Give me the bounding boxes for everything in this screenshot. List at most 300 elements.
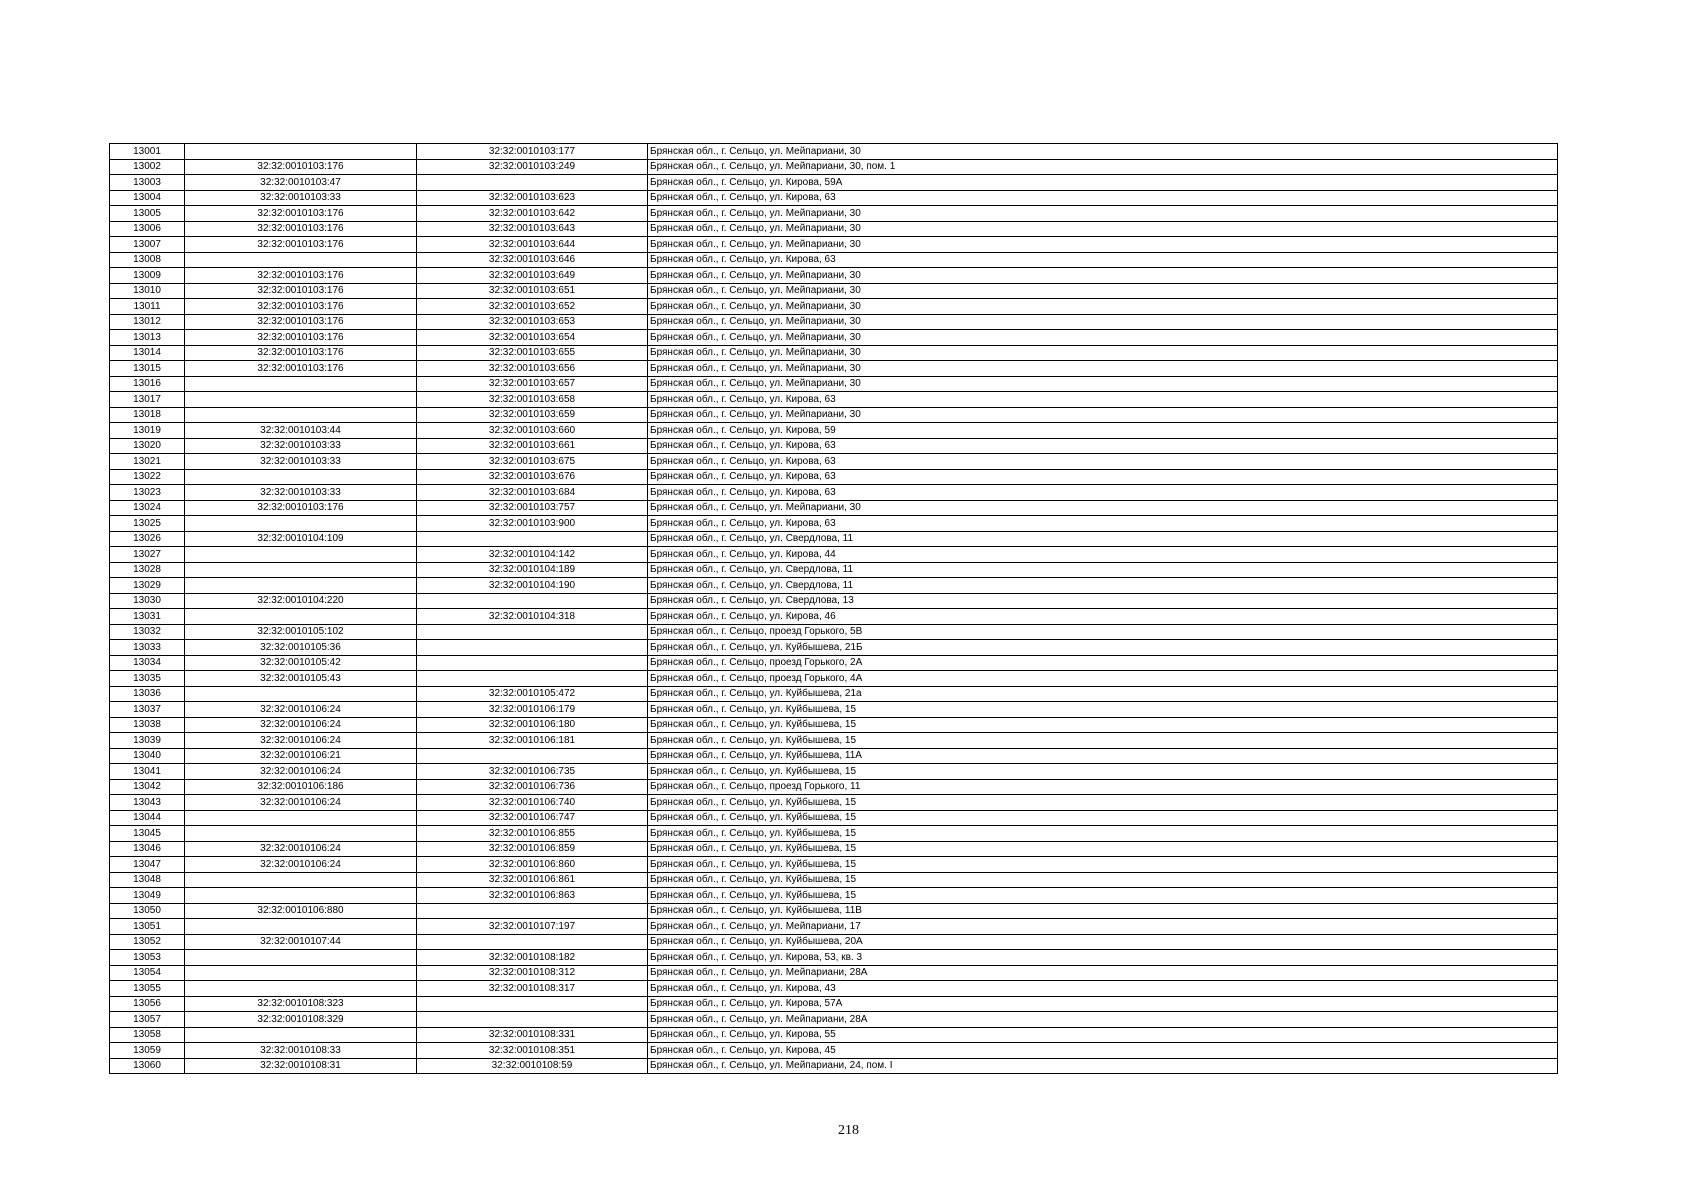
row-number-cell: 13046 (110, 841, 185, 857)
address-cell: Брянская обл., г. Сельцо, ул. Мейпариани, 30 (648, 221, 1558, 237)
parcel-cadastral-number-cell: 32:32:0010103:176 (185, 221, 417, 237)
object-cadastral-number-cell (417, 1012, 648, 1028)
table-row (110, 454, 1558, 470)
object-cadastral-number-cell: 32:32:0010104:318 (417, 609, 648, 625)
row-number-cell: 13036 (110, 686, 185, 702)
table-row (110, 981, 1558, 997)
address-cell: Брянская обл., г. Сельцо, ул. Куйбышева, 15 (648, 764, 1558, 780)
parcel-cadastral-number-cell: 32:32:0010104:220 (185, 593, 417, 609)
parcel-cadastral-number-cell: 32:32:0010105:36 (185, 640, 417, 656)
row-number-cell: 13007 (110, 237, 185, 253)
object-cadastral-number-cell: 32:32:0010103:656 (417, 361, 648, 377)
table-row (110, 221, 1558, 237)
object-cadastral-number-cell: 32:32:0010106:859 (417, 841, 648, 857)
object-cadastral-number-cell (417, 655, 648, 671)
object-cadastral-number-cell: 32:32:0010103:684 (417, 485, 648, 501)
address-cell: Брянская обл., г. Сельцо, ул. Мейпариани, 30 (648, 314, 1558, 330)
parcel-cadastral-number-cell (185, 516, 417, 532)
row-number-cell: 13025 (110, 516, 185, 532)
table-row (110, 671, 1558, 687)
table-row (110, 237, 1558, 253)
table-row (110, 717, 1558, 733)
object-cadastral-number-cell (417, 531, 648, 547)
parcel-cadastral-number-cell (185, 686, 417, 702)
row-number-cell: 13051 (110, 919, 185, 935)
row-number-cell: 13034 (110, 655, 185, 671)
table-row (110, 361, 1558, 377)
row-number-cell: 13039 (110, 733, 185, 749)
table-row (110, 919, 1558, 935)
parcel-cadastral-number-cell: 32:32:0010106:24 (185, 795, 417, 811)
object-cadastral-number-cell: 32:32:0010104:189 (417, 562, 648, 578)
parcel-cadastral-number-cell: 32:32:0010103:33 (185, 438, 417, 454)
parcel-cadastral-number-cell: 32:32:0010104:109 (185, 531, 417, 547)
row-number-cell: 13060 (110, 1058, 185, 1074)
row-number-cell: 13016 (110, 376, 185, 392)
table-row (110, 593, 1558, 609)
row-number-cell: 13005 (110, 206, 185, 222)
address-cell: Брянская обл., г. Сельцо, ул. Кирова, 63 (648, 392, 1558, 408)
table-row (110, 655, 1558, 671)
table-row (110, 175, 1558, 191)
parcel-cadastral-number-cell: 32:32:0010106:24 (185, 764, 417, 780)
table-row (110, 1043, 1558, 1059)
parcel-cadastral-number-cell (185, 376, 417, 392)
parcel-cadastral-number-cell (185, 578, 417, 594)
object-cadastral-number-cell: 32:32:0010108:182 (417, 950, 648, 966)
address-cell: Брянская обл., г. Сельцо, проезд Горького, 4А (648, 671, 1558, 687)
row-number-cell: 13054 (110, 965, 185, 981)
parcel-cadastral-number-cell: 32:32:0010103:33 (185, 454, 417, 470)
object-cadastral-number-cell: 32:32:0010103:654 (417, 330, 648, 346)
parcel-cadastral-number-cell (185, 144, 417, 160)
table-row (110, 283, 1558, 299)
row-number-cell: 13019 (110, 423, 185, 439)
parcel-cadastral-number-cell (185, 826, 417, 842)
parcel-cadastral-number-cell: 32:32:0010108:31 (185, 1058, 417, 1074)
parcel-cadastral-number-cell: 32:32:0010108:323 (185, 996, 417, 1012)
parcel-cadastral-number-cell (185, 609, 417, 625)
row-number-cell: 13026 (110, 531, 185, 547)
parcel-cadastral-number-cell: 32:32:0010106:24 (185, 841, 417, 857)
table-row (110, 299, 1558, 315)
row-number-cell: 13017 (110, 392, 185, 408)
row-number-cell: 13002 (110, 159, 185, 175)
row-number-cell: 13024 (110, 500, 185, 516)
parcel-cadastral-number-cell: 32:32:0010103:176 (185, 345, 417, 361)
address-cell: Брянская обл., г. Сельцо, ул. Свердлова, 11 (648, 531, 1558, 547)
object-cadastral-number-cell: 32:32:0010104:190 (417, 578, 648, 594)
object-cadastral-number-cell: 32:32:0010103:652 (417, 299, 648, 315)
address-cell: Брянская обл., г. Сельцо, ул. Кирова, 63 (648, 516, 1558, 532)
row-number-cell: 13003 (110, 175, 185, 191)
object-cadastral-number-cell: 32:32:0010103:675 (417, 454, 648, 470)
table-row (110, 1012, 1558, 1028)
row-number-cell: 13056 (110, 996, 185, 1012)
parcel-cadastral-number-cell: 32:32:0010103:176 (185, 330, 417, 346)
table-row (110, 934, 1558, 950)
object-cadastral-number-cell: 32:32:0010106:861 (417, 872, 648, 888)
address-cell: Брянская обл., г. Сельцо, ул. Мейпариани, 30 (648, 407, 1558, 423)
object-cadastral-number-cell (417, 624, 648, 640)
address-cell: Брянская обл., г. Сельцо, ул. Кирова, 43 (648, 981, 1558, 997)
row-number-cell: 13032 (110, 624, 185, 640)
parcel-cadastral-number-cell: 32:32:0010103:47 (185, 175, 417, 191)
row-number-cell: 13009 (110, 268, 185, 284)
address-cell: Брянская обл., г. Сельцо, ул. Мейпариани, 30 (648, 299, 1558, 315)
parcel-cadastral-number-cell (185, 872, 417, 888)
object-cadastral-number-cell: 32:32:0010106:747 (417, 810, 648, 826)
parcel-cadastral-number-cell: 32:32:0010106:21 (185, 748, 417, 764)
object-cadastral-number-cell: 32:32:0010106:860 (417, 857, 648, 873)
object-cadastral-number-cell: 32:32:0010106:740 (417, 795, 648, 811)
row-number-cell: 13020 (110, 438, 185, 454)
parcel-cadastral-number-cell (185, 407, 417, 423)
row-number-cell: 13050 (110, 903, 185, 919)
object-cadastral-number-cell: 32:32:0010103:660 (417, 423, 648, 439)
table-row (110, 578, 1558, 594)
parcel-cadastral-number-cell (185, 888, 417, 904)
row-number-cell: 13041 (110, 764, 185, 780)
object-cadastral-number-cell: 32:32:0010103:659 (417, 407, 648, 423)
address-cell: Брянская обл., г. Сельцо, ул. Куйбышева, 15 (648, 826, 1558, 842)
row-number-cell: 13057 (110, 1012, 185, 1028)
row-number-cell: 13055 (110, 981, 185, 997)
parcel-cadastral-number-cell: 32:32:0010108:329 (185, 1012, 417, 1028)
row-number-cell: 13053 (110, 950, 185, 966)
address-cell: Брянская обл., г. Сельцо, ул. Куйбышева, 15 (648, 810, 1558, 826)
table-row (110, 376, 1558, 392)
address-cell: Брянская обл., г. Сельцо, проезд Горького, 5В (648, 624, 1558, 640)
object-cadastral-number-cell: 32:32:0010103:649 (417, 268, 648, 284)
parcel-cadastral-number-cell: 32:32:0010103:176 (185, 237, 417, 253)
address-cell: Брянская обл., г. Сельцо, ул. Куйбышева, 20А (648, 934, 1558, 950)
address-cell: Брянская обл., г. Сельцо, ул. Куйбышева, 11В (648, 903, 1558, 919)
address-cell: Брянская обл., г. Сельцо, ул. Мейпариани, 30 (648, 345, 1558, 361)
row-number-cell: 13030 (110, 593, 185, 609)
table-row (110, 1027, 1558, 1043)
table-row (110, 407, 1558, 423)
table-row (110, 810, 1558, 826)
table-row (110, 609, 1558, 625)
address-cell: Брянская обл., г. Сельцо, проезд Горького, 11 (648, 779, 1558, 795)
address-cell: Брянская обл., г. Сельцо, ул. Мейпариани, 30 (648, 376, 1558, 392)
table-row (110, 841, 1558, 857)
address-cell: Брянская обл., г. Сельцо, ул. Мейпариани, 30 (648, 283, 1558, 299)
table-row (110, 314, 1558, 330)
address-cell: Брянская обл., г. Сельцо, ул. Кирова, 63 (648, 469, 1558, 485)
address-cell: Брянская обл., г. Сельцо, ул. Кирова, 63 (648, 454, 1558, 470)
table-row (110, 500, 1558, 516)
object-cadastral-number-cell: 32:32:0010106:736 (417, 779, 648, 795)
table-row (110, 857, 1558, 873)
object-cadastral-number-cell: 32:32:0010106:180 (417, 717, 648, 733)
address-cell: Брянская обл., г. Сельцо, ул. Мейпариани, 30 (648, 330, 1558, 346)
parcel-cadastral-number-cell (185, 810, 417, 826)
property-table (109, 143, 1558, 1074)
parcel-cadastral-number-cell (185, 919, 417, 935)
address-cell: Брянская обл., г. Сельцо, ул. Куйбышева, 15 (648, 795, 1558, 811)
address-cell: Брянская обл., г. Сельцо, ул. Мейпариани, 17 (648, 919, 1558, 935)
table-row (110, 485, 1558, 501)
object-cadastral-number-cell (417, 903, 648, 919)
row-number-cell: 13013 (110, 330, 185, 346)
parcel-cadastral-number-cell: 32:32:0010103:176 (185, 500, 417, 516)
object-cadastral-number-cell: 32:32:0010108:331 (417, 1027, 648, 1043)
address-cell: Брянская обл., г. Сельцо, ул. Кирова, 59А (648, 175, 1558, 191)
parcel-cadastral-number-cell: 32:32:0010103:176 (185, 159, 417, 175)
object-cadastral-number-cell: 32:32:0010103:657 (417, 376, 648, 392)
row-number-cell: 13033 (110, 640, 185, 656)
address-cell: Брянская обл., г. Сельцо, ул. Куйбышева, 15 (648, 733, 1558, 749)
table-row (110, 268, 1558, 284)
row-number-cell: 13058 (110, 1027, 185, 1043)
parcel-cadastral-number-cell: 32:32:0010103:176 (185, 283, 417, 299)
object-cadastral-number-cell: 32:32:0010103:653 (417, 314, 648, 330)
address-cell: Брянская обл., г. Сельцо, ул. Свердлова, 13 (648, 593, 1558, 609)
table-row (110, 144, 1558, 160)
parcel-cadastral-number-cell: 32:32:0010106:186 (185, 779, 417, 795)
row-number-cell: 13043 (110, 795, 185, 811)
row-number-cell: 13008 (110, 252, 185, 268)
address-cell: Брянская обл., г. Сельцо, ул. Свердлова, 11 (648, 578, 1558, 594)
row-number-cell: 13015 (110, 361, 185, 377)
object-cadastral-number-cell: 32:32:0010108:312 (417, 965, 648, 981)
parcel-cadastral-number-cell (185, 469, 417, 485)
object-cadastral-number-cell: 32:32:0010103:177 (417, 144, 648, 160)
parcel-cadastral-number-cell (185, 392, 417, 408)
table-row (110, 190, 1558, 206)
parcel-cadastral-number-cell: 32:32:0010103:176 (185, 314, 417, 330)
table-row (110, 252, 1558, 268)
table-row (110, 469, 1558, 485)
row-number-cell: 13040 (110, 748, 185, 764)
address-cell: Брянская обл., г. Сельцо, ул. Мейпариани, 24, пом. I (648, 1058, 1558, 1074)
address-cell: Брянская обл., г. Сельцо, ул. Кирова, 63 (648, 252, 1558, 268)
object-cadastral-number-cell: 32:32:0010106:855 (417, 826, 648, 842)
address-cell: Брянская обл., г. Сельцо, ул. Кирова, 57А (648, 996, 1558, 1012)
parcel-cadastral-number-cell (185, 547, 417, 563)
row-number-cell: 13047 (110, 857, 185, 873)
object-cadastral-number-cell (417, 175, 648, 191)
object-cadastral-number-cell (417, 593, 648, 609)
row-number-cell: 13049 (110, 888, 185, 904)
object-cadastral-number-cell: 32:32:0010108:351 (417, 1043, 648, 1059)
row-number-cell: 13010 (110, 283, 185, 299)
object-cadastral-number-cell: 32:32:0010107:197 (417, 919, 648, 935)
parcel-cadastral-number-cell (185, 950, 417, 966)
address-cell: Брянская обл., г. Сельцо, ул. Куйбышева, 15 (648, 717, 1558, 733)
object-cadastral-number-cell: 32:32:0010108:317 (417, 981, 648, 997)
address-cell: Брянская обл., г. Сельцо, ул. Мейпариани, 30 (648, 500, 1558, 516)
address-cell: Брянская обл., г. Сельцо, ул. Кирова, 46 (648, 609, 1558, 625)
address-cell: Брянская обл., г. Сельцо, ул. Мейпариани, 30 (648, 361, 1558, 377)
table-row (110, 516, 1558, 532)
address-cell: Брянская обл., г. Сельцо, ул. Куйбышева, 15 (648, 841, 1558, 857)
address-cell: Брянская обл., г. Сельцо, ул. Куйбышева, 15 (648, 857, 1558, 873)
object-cadastral-number-cell: 32:32:0010106:735 (417, 764, 648, 780)
object-cadastral-number-cell: 32:32:0010103:249 (417, 159, 648, 175)
table-row (110, 547, 1558, 563)
table-row (110, 872, 1558, 888)
object-cadastral-number-cell: 32:32:0010103:658 (417, 392, 648, 408)
parcel-cadastral-number-cell (185, 252, 417, 268)
parcel-cadastral-number-cell (185, 981, 417, 997)
object-cadastral-number-cell: 32:32:0010103:646 (417, 252, 648, 268)
page-number: 218 (838, 1123, 859, 1138)
address-cell: Брянская обл., г. Сельцо, ул. Мейпариани, 30 (648, 237, 1558, 253)
row-number-cell: 13022 (110, 469, 185, 485)
row-number-cell: 13029 (110, 578, 185, 594)
parcel-cadastral-number-cell: 32:32:0010103:33 (185, 485, 417, 501)
address-cell: Брянская обл., г. Сельцо, ул. Кирова, 63 (648, 438, 1558, 454)
parcel-cadastral-number-cell: 32:32:0010106:880 (185, 903, 417, 919)
object-cadastral-number-cell: 32:32:0010106:181 (417, 733, 648, 749)
row-number-cell: 13042 (110, 779, 185, 795)
address-cell: Брянская обл., г. Сельцо, ул. Свердлова, 11 (648, 562, 1558, 578)
row-number-cell: 13037 (110, 702, 185, 718)
address-cell: Брянская обл., г. Сельцо, ул. Куйбышева, 21а (648, 686, 1558, 702)
address-cell: Брянская обл., г. Сельцо, ул. Куйбышева, 15 (648, 702, 1558, 718)
row-number-cell: 13028 (110, 562, 185, 578)
object-cadastral-number-cell: 32:32:0010105:472 (417, 686, 648, 702)
parcel-cadastral-number-cell: 32:32:0010108:33 (185, 1043, 417, 1059)
table-row (110, 965, 1558, 981)
object-cadastral-number-cell: 32:32:0010108:59 (417, 1058, 648, 1074)
address-cell: Брянская обл., г. Сельцо, ул. Куйбышева, 11А (648, 748, 1558, 764)
table-row (110, 686, 1558, 702)
row-number-cell: 13027 (110, 547, 185, 563)
address-cell: Брянская обл., г. Сельцо, ул. Мейпариани, 28А (648, 965, 1558, 981)
object-cadastral-number-cell: 32:32:0010103:757 (417, 500, 648, 516)
row-number-cell: 13031 (110, 609, 185, 625)
parcel-cadastral-number-cell (185, 965, 417, 981)
table-row (110, 438, 1558, 454)
parcel-cadastral-number-cell: 32:32:0010105:42 (185, 655, 417, 671)
address-cell: Брянская обл., г. Сельцо, ул. Мейпариани, 30 (648, 206, 1558, 222)
table-row (110, 562, 1558, 578)
row-number-cell: 13044 (110, 810, 185, 826)
address-cell: Брянская обл., г. Сельцо, ул. Кирова, 63 (648, 190, 1558, 206)
object-cadastral-number-cell: 32:32:0010103:651 (417, 283, 648, 299)
row-number-cell: 13038 (110, 717, 185, 733)
address-cell: Брянская обл., г. Сельцо, ул. Кирова, 59 (648, 423, 1558, 439)
parcel-cadastral-number-cell: 32:32:0010106:24 (185, 733, 417, 749)
address-cell: Брянская обл., г. Сельцо, ул. Куйбышева, 21Б (648, 640, 1558, 656)
address-cell: Брянская обл., г. Сельцо, ул. Мейпариани, 30 (648, 268, 1558, 284)
parcel-cadastral-number-cell: 32:32:0010106:24 (185, 717, 417, 733)
parcel-cadastral-number-cell: 32:32:0010106:24 (185, 857, 417, 873)
row-number-cell: 13023 (110, 485, 185, 501)
address-cell: Брянская обл., г. Сельцо, ул. Куйбышева, 15 (648, 888, 1558, 904)
address-cell: Брянская обл., г. Сельцо, ул. Кирова, 45 (648, 1043, 1558, 1059)
table-row (110, 531, 1558, 547)
parcel-cadastral-number-cell: 32:32:0010103:44 (185, 423, 417, 439)
row-number-cell: 13001 (110, 144, 185, 160)
parcel-cadastral-number-cell: 32:32:0010103:176 (185, 268, 417, 284)
table-row (110, 795, 1558, 811)
table-row (110, 330, 1558, 346)
table-row (110, 640, 1558, 656)
parcel-cadastral-number-cell (185, 562, 417, 578)
table-row (110, 702, 1558, 718)
address-cell: Брянская обл., г. Сельцо, ул. Куйбышева, 15 (648, 872, 1558, 888)
table-row (110, 764, 1558, 780)
object-cadastral-number-cell: 32:32:0010103:655 (417, 345, 648, 361)
parcel-cadastral-number-cell: 32:32:0010107:44 (185, 934, 417, 950)
object-cadastral-number-cell (417, 640, 648, 656)
table-row (110, 748, 1558, 764)
row-number-cell: 13021 (110, 454, 185, 470)
object-cadastral-number-cell: 32:32:0010106:863 (417, 888, 648, 904)
parcel-cadastral-number-cell: 32:32:0010103:176 (185, 299, 417, 315)
table-row (110, 826, 1558, 842)
table-row (110, 345, 1558, 361)
property-table-body (110, 144, 1558, 1074)
object-cadastral-number-cell: 32:32:0010103:661 (417, 438, 648, 454)
row-number-cell: 13011 (110, 299, 185, 315)
row-number-cell: 13004 (110, 190, 185, 206)
row-number-cell: 13018 (110, 407, 185, 423)
row-number-cell: 13006 (110, 221, 185, 237)
object-cadastral-number-cell (417, 671, 648, 687)
address-cell: Брянская обл., г. Сельцо, ул. Кирова, 55 (648, 1027, 1558, 1043)
object-cadastral-number-cell: 32:32:0010103:642 (417, 206, 648, 222)
object-cadastral-number-cell (417, 996, 648, 1012)
parcel-cadastral-number-cell: 32:32:0010105:102 (185, 624, 417, 640)
address-cell: Брянская обл., г. Сельцо, ул. Кирова, 44 (648, 547, 1558, 563)
table-row (110, 624, 1558, 640)
table-row (110, 206, 1558, 222)
address-cell: Брянская обл., г. Сельцо, ул. Мейпариани, 28А (648, 1012, 1558, 1028)
table-row (110, 423, 1558, 439)
address-cell: Брянская обл., г. Сельцо, ул. Кирова, 53, кв. 3 (648, 950, 1558, 966)
address-cell: Брянская обл., г. Сельцо, проезд Горького, 2А (648, 655, 1558, 671)
object-cadastral-number-cell: 32:32:0010103:643 (417, 221, 648, 237)
object-cadastral-number-cell: 32:32:0010106:179 (417, 702, 648, 718)
table-row (110, 733, 1558, 749)
object-cadastral-number-cell (417, 934, 648, 950)
row-number-cell: 13045 (110, 826, 185, 842)
table-row (110, 1058, 1558, 1074)
table-row (110, 159, 1558, 175)
row-number-cell: 13035 (110, 671, 185, 687)
object-cadastral-number-cell: 32:32:0010104:142 (417, 547, 648, 563)
table-row (110, 888, 1558, 904)
table-row (110, 903, 1558, 919)
parcel-cadastral-number-cell: 32:32:0010106:24 (185, 702, 417, 718)
row-number-cell: 13052 (110, 934, 185, 950)
parcel-cadastral-number-cell (185, 1027, 417, 1043)
table-row (110, 996, 1558, 1012)
object-cadastral-number-cell: 32:32:0010103:644 (417, 237, 648, 253)
table-row (110, 392, 1558, 408)
parcel-cadastral-number-cell: 32:32:0010105:43 (185, 671, 417, 687)
object-cadastral-number-cell: 32:32:0010103:676 (417, 469, 648, 485)
address-cell: Брянская обл., г. Сельцо, ул. Мейпариани, 30 (648, 144, 1558, 160)
object-cadastral-number-cell: 32:32:0010103:623 (417, 190, 648, 206)
row-number-cell: 13012 (110, 314, 185, 330)
parcel-cadastral-number-cell: 32:32:0010103:33 (185, 190, 417, 206)
object-cadastral-number-cell (417, 748, 648, 764)
parcel-cadastral-number-cell: 32:32:0010103:176 (185, 206, 417, 222)
table-row (110, 779, 1558, 795)
address-cell: Брянская обл., г. Сельцо, ул. Кирова, 63 (648, 485, 1558, 501)
object-cadastral-number-cell: 32:32:0010103:900 (417, 516, 648, 532)
row-number-cell: 13014 (110, 345, 185, 361)
address-cell: Брянская обл., г. Сельцо, ул. Мейпариани, 30, пом. 1 (648, 159, 1558, 175)
row-number-cell: 13059 (110, 1043, 185, 1059)
